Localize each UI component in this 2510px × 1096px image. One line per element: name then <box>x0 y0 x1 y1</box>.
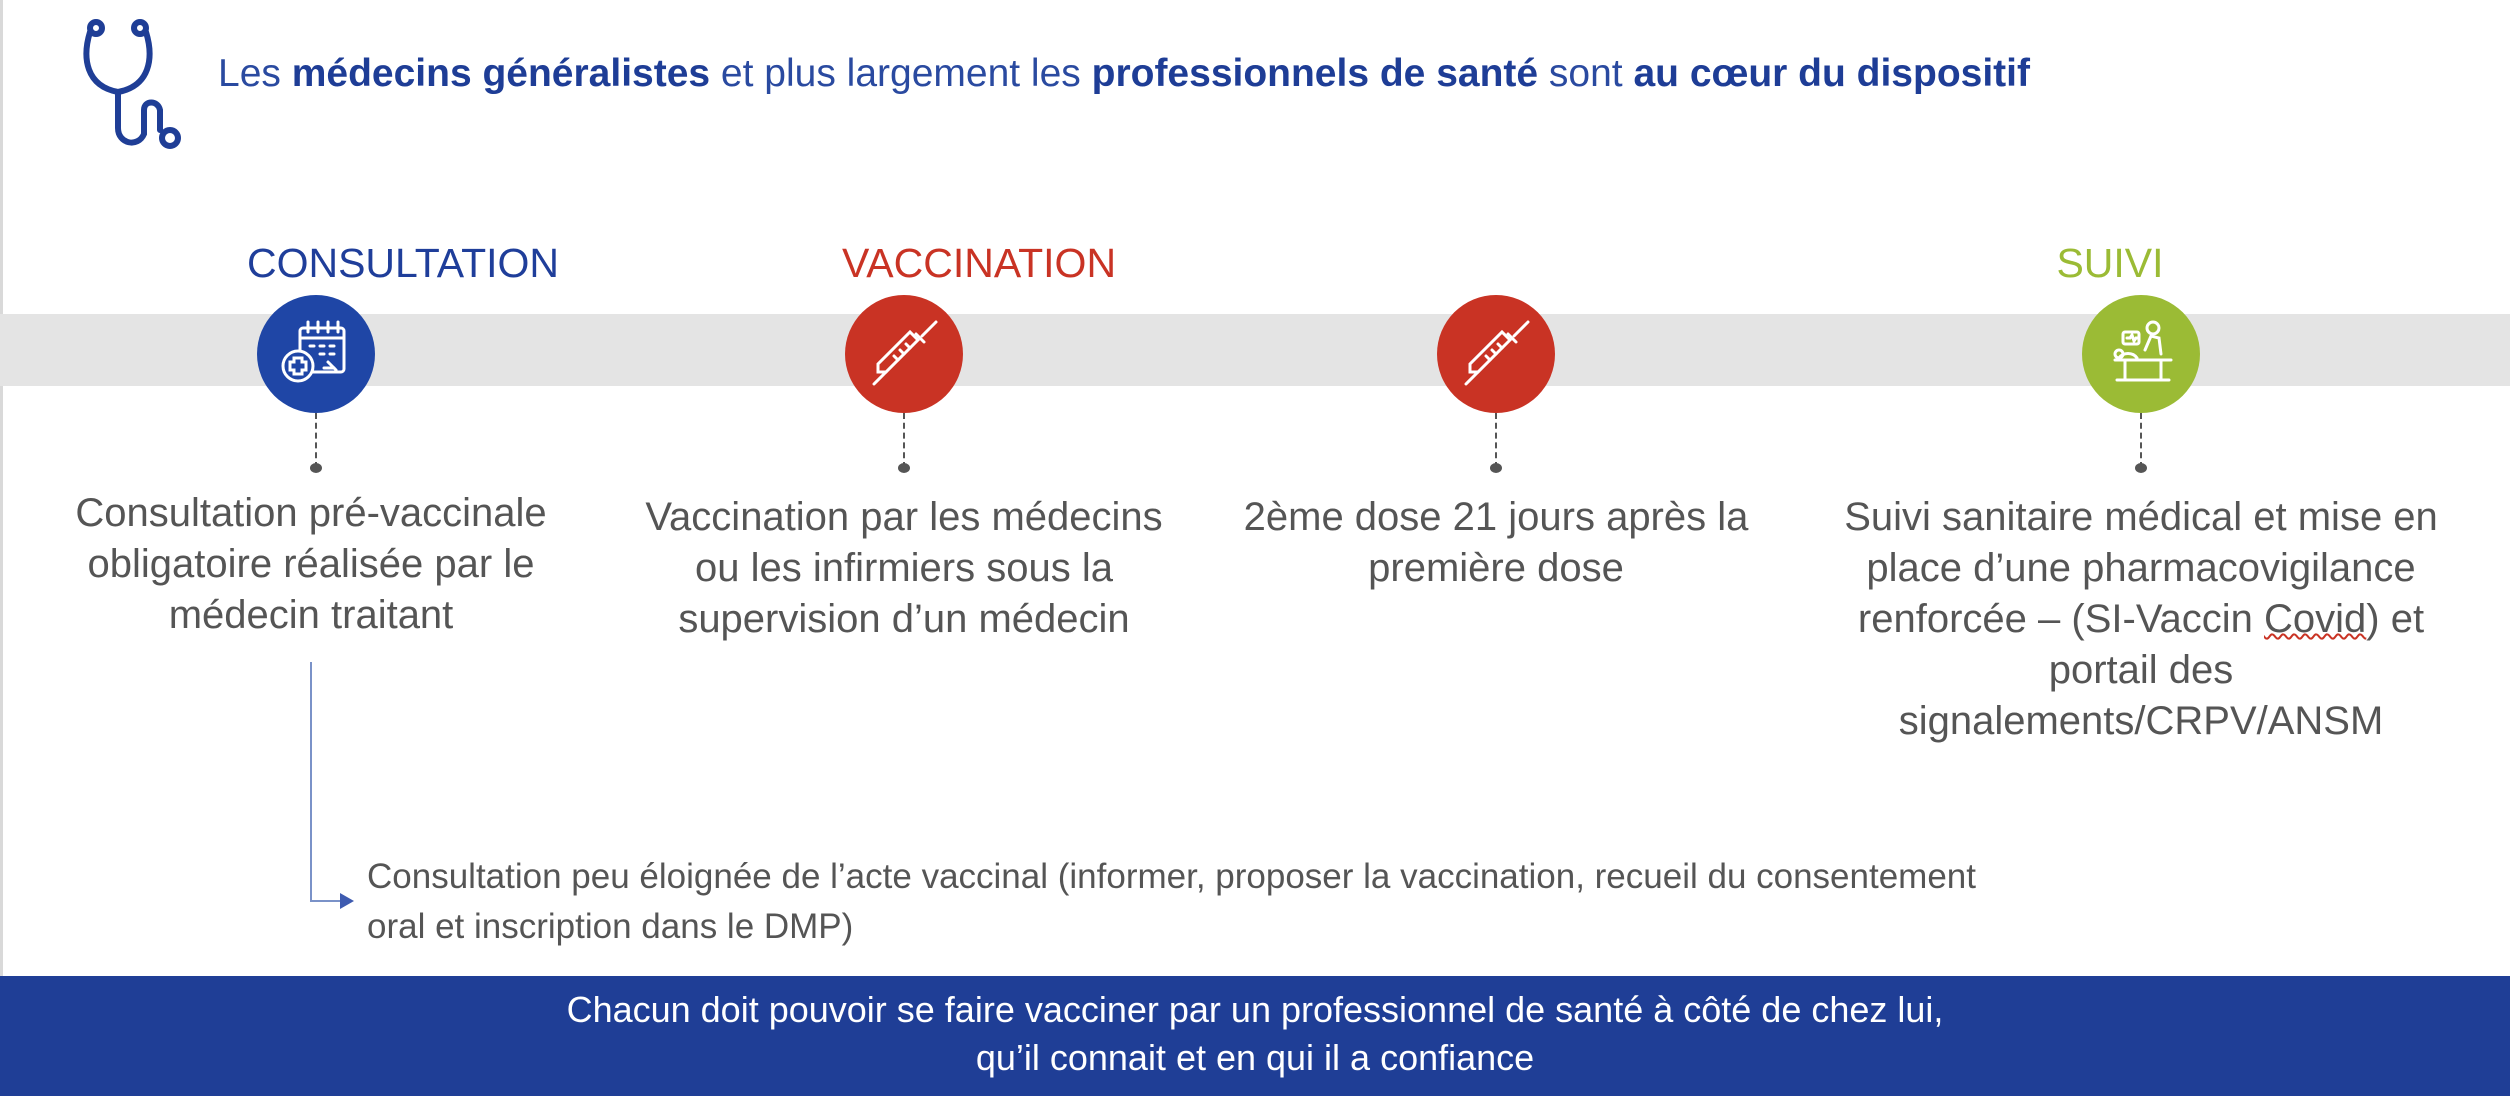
step-description-suivi: Suivi sanitaire médical et mise en place d’une pharmacovigilance renforcée – (SI-Vaccin Covid) et portail des signalements/CRPV/ANSM <box>1844 495 2438 743</box>
stethoscope-icon <box>78 18 190 152</box>
header-title: Les médecins généralistes et plus largement les professionnels de santé sont au cœur du dispositif <box>218 52 2030 95</box>
spellcheck-underlined-word: Covid <box>2264 597 2367 641</box>
consultation-note: Consultation peu éloignée de l’acte vaccinal (informer, proposer la vaccination, recueil du consentement oral et inscription dans le DMP) <box>367 857 1976 946</box>
medical-monitoring-icon <box>2101 314 2181 394</box>
connector-stem <box>315 413 317 468</box>
step-description-consultation: Consultation pré-vaccinale obligatoire réalisée par le médecin traitant <box>75 491 547 637</box>
connector-dot <box>1490 463 1502 473</box>
calendar-medical-icon <box>276 314 356 394</box>
note-connector-line <box>310 662 312 902</box>
timeline-node-vaccination <box>845 295 963 413</box>
syringe-icon <box>864 314 944 394</box>
step-description-vaccination: Vaccination par les médecins ou les infirmiers sous la supervision d’un médecin <box>645 495 1163 641</box>
phase-label-vaccination: VACCINATION <box>841 240 1117 286</box>
phase-label-consultation: CONSULTATION <box>246 240 560 286</box>
connector-dot <box>2135 463 2147 473</box>
phase-label-suivi: SUIVI <box>2056 240 2164 286</box>
page-left-border <box>0 0 3 1096</box>
connector-dot <box>310 463 322 473</box>
connector-stem <box>2140 413 2142 468</box>
connector-dot <box>898 463 910 473</box>
syringe-icon <box>1456 314 1536 394</box>
footer-banner: Chacun doit pouvoir se faire vacciner par un professionnel de santé à côté de chez lui, qu’il connait et en qui il a confiance <box>0 976 2510 1096</box>
connector-stem <box>903 413 905 468</box>
timeline-node-suivi <box>2082 295 2200 413</box>
connector-stem <box>1495 413 1497 468</box>
note-connector-line <box>310 900 342 902</box>
timeline-node-consultation <box>257 295 375 413</box>
arrow-right-icon <box>340 893 354 909</box>
timeline-node-second-dose <box>1437 295 1555 413</box>
step-description-second-dose: 2ème dose 21 jours après la première dose <box>1243 495 1749 590</box>
